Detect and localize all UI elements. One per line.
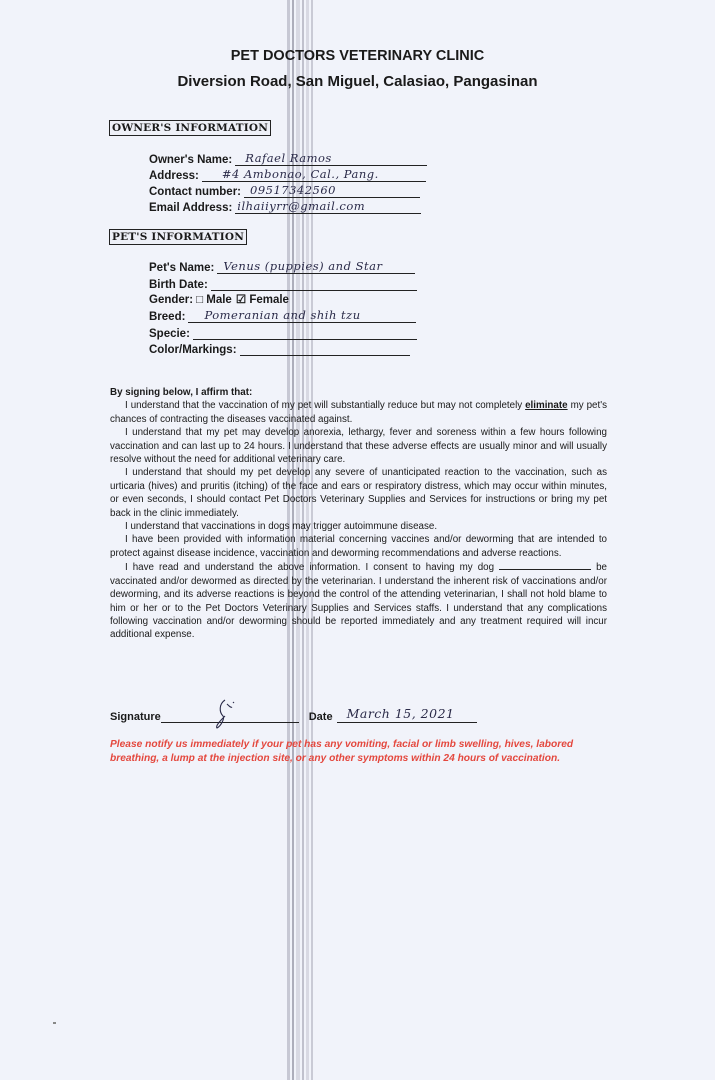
clinic-address: Diversion Road, San Miguel, Calasiao, Pangasinan — [177, 73, 538, 90]
date-label: Date — [308, 711, 333, 723]
dog-name-blank[interactable] — [499, 560, 591, 570]
pet-breed-value[interactable]: Pomeranian and shih tzu — [204, 308, 361, 322]
owner-name-field — [149, 151, 427, 166]
signature-row — [110, 706, 477, 723]
pet-name-value[interactable]: Venus (puppies) and Star — [223, 259, 383, 273]
date-field[interactable] — [337, 706, 477, 723]
clinic-name: PET DOCTORS VETERINARY CLINIC — [230, 48, 485, 64]
pet-gender-label: Gender: — [149, 294, 194, 306]
pet-specie-field — [149, 325, 417, 340]
pet-specie-label: Specie: — [149, 328, 190, 340]
pet-name-field — [149, 259, 415, 274]
owner-email-value[interactable]: ilhaiiyrr@gmail.com — [237, 199, 366, 213]
owner-contact-label: Contact number: — [149, 186, 241, 198]
pet-birthdate-field — [149, 276, 417, 291]
consent-paragraph-5: I have been provided with information material concerning vaccines and/or deworming that are intended to protect against disease incidence, vaccination and deworming recommendations and adverse reactions. — [110, 534, 607, 559]
pet-gender-field — [149, 292, 289, 306]
consent-paragraph-6: I have read and understand the above information. I consent to having my dog be vaccinated and/or dewormed as directed by the veterinarian. I understand the inherent risk of vaccinations and/or deworming, and its adverse reactions is beyond the control of the attending veterinarian, I shall not hold blame to him or her or to the Pet Doctors Veterinary Supplies and Services staffs. I understand that any complications following vaccination and/or deworming should be reported immediately and any treatment required will incur additional expense. — [110, 562, 607, 641]
owner-section-heading: OWNER'S INFORMATION — [109, 120, 271, 136]
consent-text — [110, 386, 607, 642]
consent-paragraph-2: I understand that my pet may develop anorexia, lethargy, fever and soreness within a few hours following vaccination and can last up to 24 hours. I understand that these adverse effects are usually minor and will usually resolve without the need for additional veterinary care. — [110, 427, 607, 466]
owner-name-value[interactable]: Rafael Ramos — [245, 151, 332, 165]
consent-paragraph-4: I understand that vaccinations in dogs may trigger autoimmune disease. — [125, 521, 438, 533]
pet-name-label: Pet's Name: — [149, 262, 215, 274]
gender-female-checkbox[interactable]: ☑ Female — [235, 294, 289, 306]
pet-section-heading: PET'S INFORMATION — [109, 229, 247, 245]
signature-scribble-icon — [211, 696, 245, 730]
notice-text: Please notify us immediately if your pet has any vomiting, facial or limb swelling, hives, labored breathing, a lump at the injection site, or any other symptoms within 24 hours of vaccination. — [110, 739, 574, 764]
pet-breed-field — [149, 308, 416, 323]
pet-breed-label: Breed: — [149, 311, 186, 323]
owner-address-label: Address: — [149, 170, 199, 182]
signature-label: Signature — [110, 711, 161, 723]
pet-color-field — [149, 341, 410, 356]
signature-field[interactable] — [161, 706, 299, 723]
owner-email-label: Email Address: — [149, 202, 233, 214]
owner-email-field — [149, 199, 421, 214]
owner-contact-value[interactable]: 09517342560 — [250, 183, 336, 197]
owner-contact-field — [149, 183, 420, 198]
consent-lead: By signing below, I affirm that: — [110, 387, 253, 398]
date-value: March 15, 2021 — [346, 706, 455, 721]
owner-address-field — [149, 167, 426, 182]
consent-paragraph-3: I understand that should my pet develop any severe of unanticipated reaction to the vaccination, such as urticaria (hives) and pruritis (itching) of the face and ears or respiratory distress, which may occur within minutes, or even seconds, I should contact Pet Doctors Veterinary Supplies and Services for instructions or bring my pet back in the clinic immediately. — [110, 467, 607, 519]
pet-birthdate-label: Birth Date: — [149, 279, 208, 291]
pet-color-label: Color/Markings: — [149, 344, 237, 356]
owner-name-label: Owner's Name: — [149, 154, 233, 166]
gender-male-checkbox[interactable]: □ Male — [196, 294, 232, 306]
consent-paragraph-1: I understand that the vaccination of my pet will substantially reduce but may not completely eliminate my pet's chances of contracting the diseases vaccinated against. — [110, 400, 607, 425]
owner-address-value[interactable]: #4 Ambonao, Cal., Pang. — [221, 167, 379, 181]
scan-speck — [53, 1022, 56, 1024]
eliminate-underlined: eliminate — [525, 400, 568, 412]
